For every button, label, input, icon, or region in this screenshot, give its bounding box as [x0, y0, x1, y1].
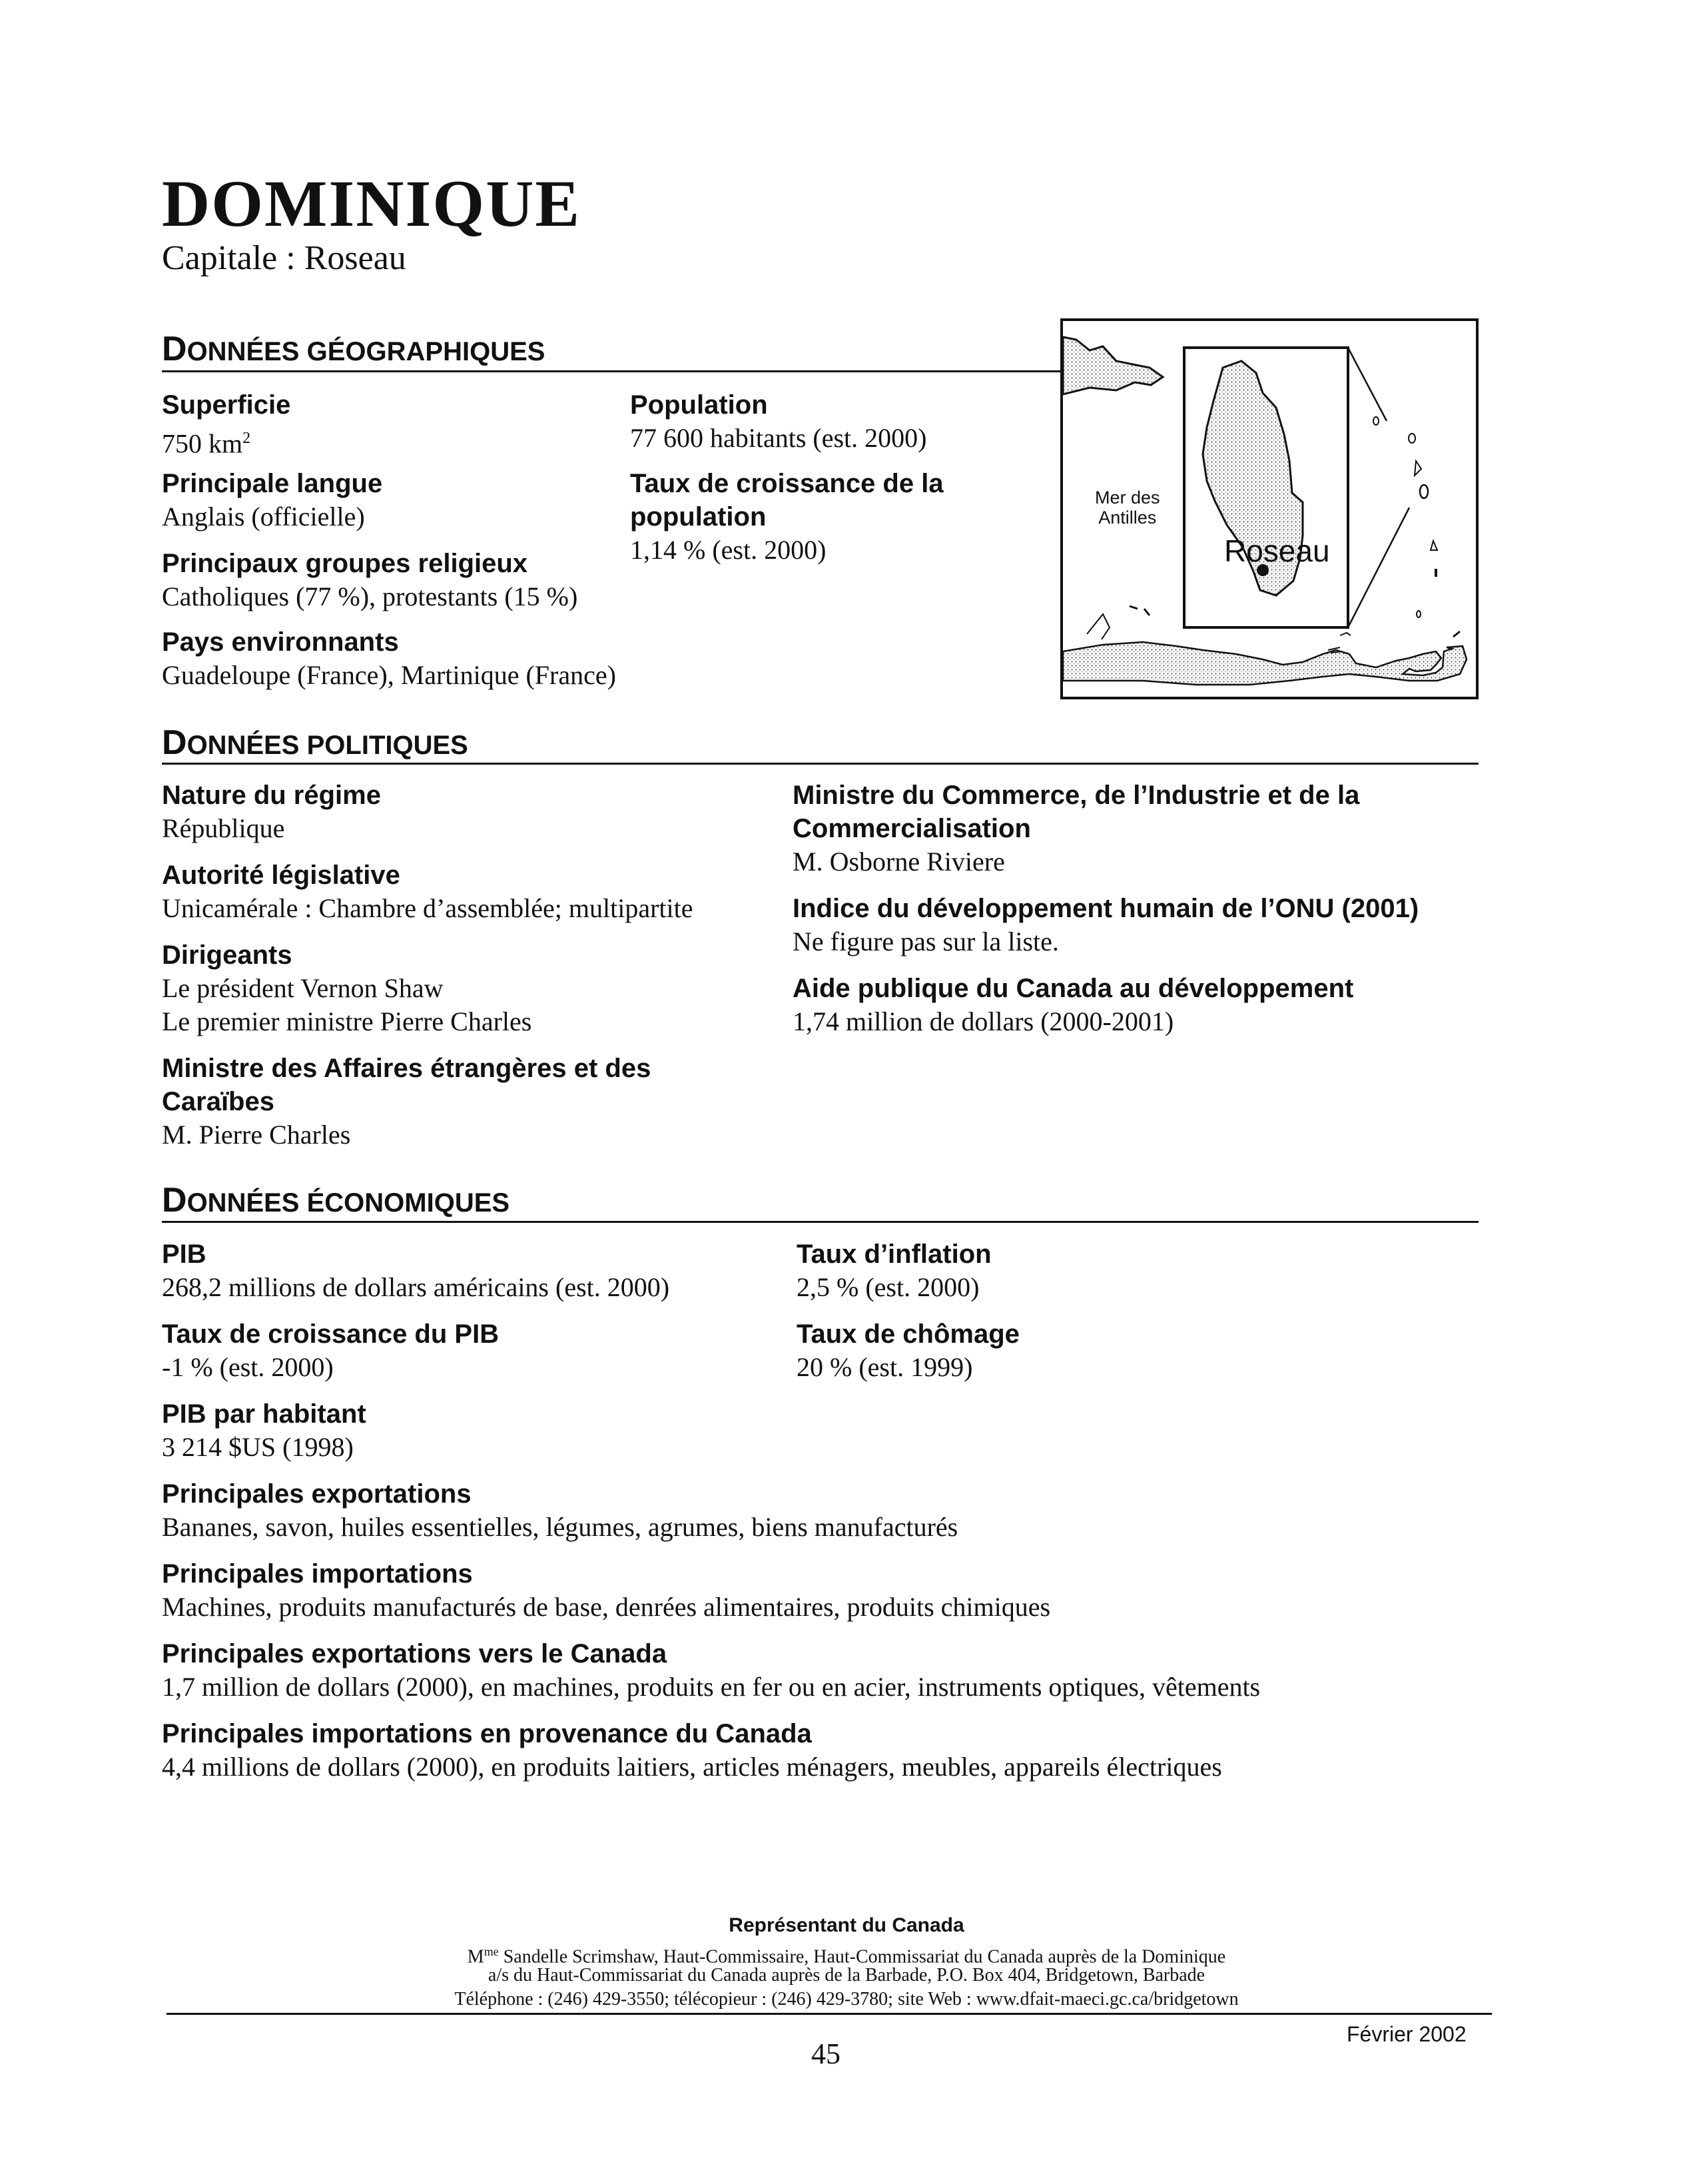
neighbours-value: Guadeloupe (France), Martinique (France) — [162, 660, 616, 690]
connector-line-top — [1348, 348, 1387, 421]
inflation-label: Taux d’inflation — [797, 1240, 992, 1269]
commerce-minister-label-1: Ministre du Commerce, de l’Industrie et de la — [793, 781, 1360, 810]
footer-rule — [167, 2013, 1492, 2015]
dominica-map — [1060, 318, 1479, 699]
population-label: Population — [630, 390, 768, 420]
gdp-value: 268,2 millions de dollars américains (est. 2000) — [162, 1272, 670, 1302]
gdp-per-capita-value: 3 214 $US (1998) — [162, 1432, 354, 1462]
area-value: 750 $km^2$ — [162, 428, 251, 459]
footer-date: Février 2002 — [1347, 2022, 1467, 2046]
city-label-roseau: Roseau — [1224, 534, 1330, 568]
representative-line-1: $M^{me}$ Sandelle Scrimshaw, Haut-Commissaire, Haut-Commissariat du Canada auprès de la Dominique — [467, 1945, 1226, 1968]
neighbours-label: Pays environnants — [162, 627, 399, 657]
islet-icon — [1435, 569, 1437, 577]
hdi-label: Indice du développement humain de l’ONU (2001) — [793, 894, 1419, 923]
imports-label: Principales importations — [162, 1559, 473, 1589]
gdp-growth-value: -1 % (est. 2000) — [162, 1352, 334, 1382]
aid-value: 1,74 million de dollars (2000-2001) — [793, 1006, 1174, 1036]
section-heading-geo — [162, 329, 545, 369]
section-rule-politics — [162, 763, 1479, 765]
sea-label: Mer des Antilles — [1095, 488, 1160, 528]
heading-initial: D — [162, 1181, 187, 1220]
gdp-per-capita-label: PIB par habitant — [162, 1399, 366, 1429]
unemployment-label: Taux de chômage — [797, 1319, 1020, 1349]
legislature-label: Autorité législative — [162, 861, 400, 890]
representative-title: Représentant du Canada — [729, 1914, 964, 1936]
leaders-label: Dirigeants — [162, 940, 292, 970]
religion-label: Principaux groupes religieux — [162, 549, 528, 578]
foreign-minister-label-1: Ministre des Affaires étrangères et des — [162, 1054, 651, 1083]
imports-canada-label: Principales importations en provenance du Canada — [162, 1719, 812, 1748]
area-label: Superficie — [162, 390, 291, 420]
exports-canada-label: Principales exportations vers le Canada — [162, 1639, 667, 1668]
islet-icon — [1328, 633, 1351, 653]
islet-icon — [1431, 541, 1437, 550]
commerce-minister-value: M. Osborne Riviere — [793, 847, 1005, 877]
heading-rest: ONNÉES ÉCONOMIQUES — [186, 1188, 510, 1218]
leaders-value-1: Le président Vernon Shaw — [162, 973, 444, 1003]
connector-line-bottom — [1348, 508, 1409, 627]
population-value: 77 600 habitants (est. 2000) — [630, 423, 927, 453]
coastline-south — [1063, 642, 1467, 685]
language-value: Anglais (officielle) — [162, 502, 365, 532]
islet-icon — [1415, 461, 1421, 476]
inflation-value: 2,5 % (est. 2000) — [797, 1272, 980, 1302]
islet-icon — [1420, 485, 1428, 498]
page-number: 45 — [811, 2037, 841, 2070]
foreign-minister-value: M. Pierre Charles — [162, 1120, 351, 1150]
section-rule-geo — [162, 370, 1060, 372]
section-rule-economy — [162, 1221, 1479, 1223]
imports-value: Machines, produits manufacturés de base, denrées alimentaires, produits chimiques — [162, 1592, 1051, 1622]
exports-label: Principales exportations — [162, 1479, 472, 1509]
islet-icon — [1087, 614, 1110, 639]
page-title: DOMINIQUE — [162, 167, 581, 240]
section-heading-politics — [162, 723, 468, 763]
legislature-value: Unicamérale : Chambre d’assemblée; multipartite — [162, 893, 693, 923]
gdp-growth-label: Taux de croissance du PIB — [162, 1319, 500, 1349]
commerce-minister-label-2: Commercialisation — [793, 814, 1031, 843]
islet-icon — [1130, 606, 1150, 615]
regime-value: République — [162, 813, 285, 843]
hdi-value: Ne figure pas sur la liste. — [793, 926, 1059, 956]
representative-line-2: a/s du Haut-Commissariat du Canada auprès de la Barbade, P.O. Box 404, Bridgetown, Barbade — [488, 1965, 1205, 1986]
unemployment-value: 20 % (est. 1999) — [797, 1352, 973, 1382]
islet-icon — [1453, 631, 1460, 637]
heading-rest: ONNÉES POLITIQUES — [186, 731, 468, 760]
leaders-value-2: Le premier ministre Pierre Charles — [162, 1006, 532, 1036]
islet-icon — [1417, 611, 1421, 617]
gdp-label: PIB — [162, 1240, 206, 1269]
representative-line-3: Téléphone : (246) 429-3550; télécopieur : (246) 429-3780; site Web : www.dfait-maeci.gc.ca/bridgetown — [454, 1989, 1239, 2009]
exports-value: Bananes, savon, huiles essentielles, légumes, agrumes, biens manufacturés — [162, 1512, 958, 1542]
section-heading-economy — [162, 1180, 509, 1220]
exports-canada-value: 1,7 million de dollars (2000), en machines, produits en fer ou en acier, instruments optiques, vêtements — [162, 1672, 1261, 1702]
growth-label-2: population — [630, 502, 767, 532]
islet-icon — [1409, 434, 1415, 443]
foreign-minister-label-2: Caraïbes — [162, 1087, 274, 1116]
islet-icon — [1373, 417, 1379, 425]
heading-initial: D — [162, 723, 187, 762]
capital-subtitle: Capitale : Roseau — [162, 239, 406, 277]
growth-label-1: Taux de croissance de la — [630, 469, 944, 498]
imports-canada-value: 4,4 millions de dollars (2000), en produits laitiers, articles ménagers, meubles, appareils électriques — [162, 1752, 1222, 1782]
heading-rest: ONNÉES GÉOGRAPHIQUES — [186, 337, 545, 366]
aid-label: Aide publique du Canada au développement — [793, 974, 1354, 1003]
language-label: Principale langue — [162, 469, 383, 498]
island-outline-north — [1063, 337, 1163, 394]
regime-label: Nature du régime — [162, 781, 381, 810]
religion-value: Catholiques (77 %), protestants (15 %) — [162, 581, 578, 611]
growth-value: 1,14 % (est. 2000) — [630, 535, 827, 565]
heading-initial: D — [162, 330, 187, 368]
